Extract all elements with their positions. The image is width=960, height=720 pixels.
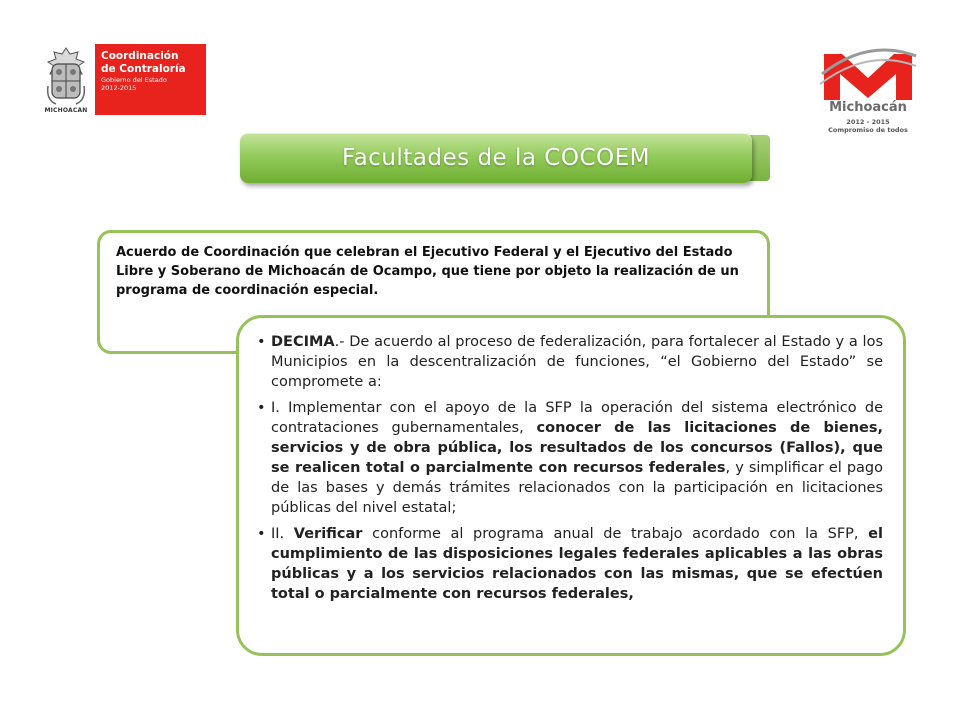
- title-tab: [240, 133, 770, 185]
- state-seal-icon: [40, 44, 92, 116]
- bullet-icon: •: [257, 526, 266, 542]
- clause-decima-text: .- De acuerdo al proceso de federalización, para fortalecer al Estado y a los Municipios en la descentralización de funciones, “el Gobierno del Estado” se compromete a:: [271, 334, 883, 390]
- contraloria-logo: [40, 44, 206, 118]
- michoacan-m-icon: [818, 44, 918, 104]
- clause-ii: [255, 524, 883, 604]
- michoacan-slogan: Compromiso de todos: [828, 126, 908, 134]
- clause-decima: [255, 332, 883, 392]
- bullet-icon: •: [257, 334, 266, 350]
- clause-i: [255, 398, 883, 518]
- clause-ii-bold2: el cumplimiento de las disposiciones legales federales aplicables a las obras públicas y a los servicios relacionados con las mismas, que se efectúen total o parcialmente con recursos federales,: [271, 526, 883, 602]
- clause-i-text1: I. Implementar con el apoyo de la SFP la operación del sistema electrónico de contrataciones gubernamentales,: [271, 400, 883, 436]
- clauses-box: [236, 315, 906, 656]
- clause-i-text2: , y simplificar el pago de las bases y demás trámites relacionados con la participación en licitaciones públicas del nivel estatal;: [271, 460, 884, 516]
- seal-caption: MICHOACAN: [44, 107, 88, 114]
- title-bar: [240, 133, 752, 183]
- clause-decima-label: DECIMA: [271, 334, 335, 350]
- contraloria-sub-line2: 2012-2015: [101, 84, 137, 92]
- michoacan-logo: [818, 44, 918, 132]
- michoacan-name: Michoacán: [829, 100, 907, 115]
- clause-i-bold: conocer de las licitaciones de bienes, servicios y de obra pública, los resultados de los concursos (Fallos), que se realicen total o parcialmente con recursos federales: [271, 420, 883, 476]
- michoacan-years: 2012 - 2015: [846, 118, 890, 126]
- clause-ii-bold1: Verificar: [293, 526, 363, 542]
- page-title: Facultades de la COCOEM: [341, 145, 651, 171]
- contraloria-title-line1: Coordinación: [101, 50, 179, 62]
- contraloria-badge: [95, 44, 206, 115]
- clause-ii-text2: conforme al programa anual de trabajo acordado con la SFP,: [362, 526, 869, 542]
- clause-ii-text1: II.: [271, 526, 294, 542]
- bullet-icon: •: [257, 400, 266, 416]
- contraloria-title-line2: de Contraloría: [101, 63, 186, 75]
- contraloria-sub-line1: Gobierno del Estado: [101, 76, 167, 84]
- agreement-text: Acuerdo de Coordinación que celebran el Ejecutivo Federal y el Ejecutivo del Estado Libre y Soberano de Michoacán de Ocampo, que tiene por objeto la realización de un programa de coordinación especial.: [116, 245, 739, 298]
